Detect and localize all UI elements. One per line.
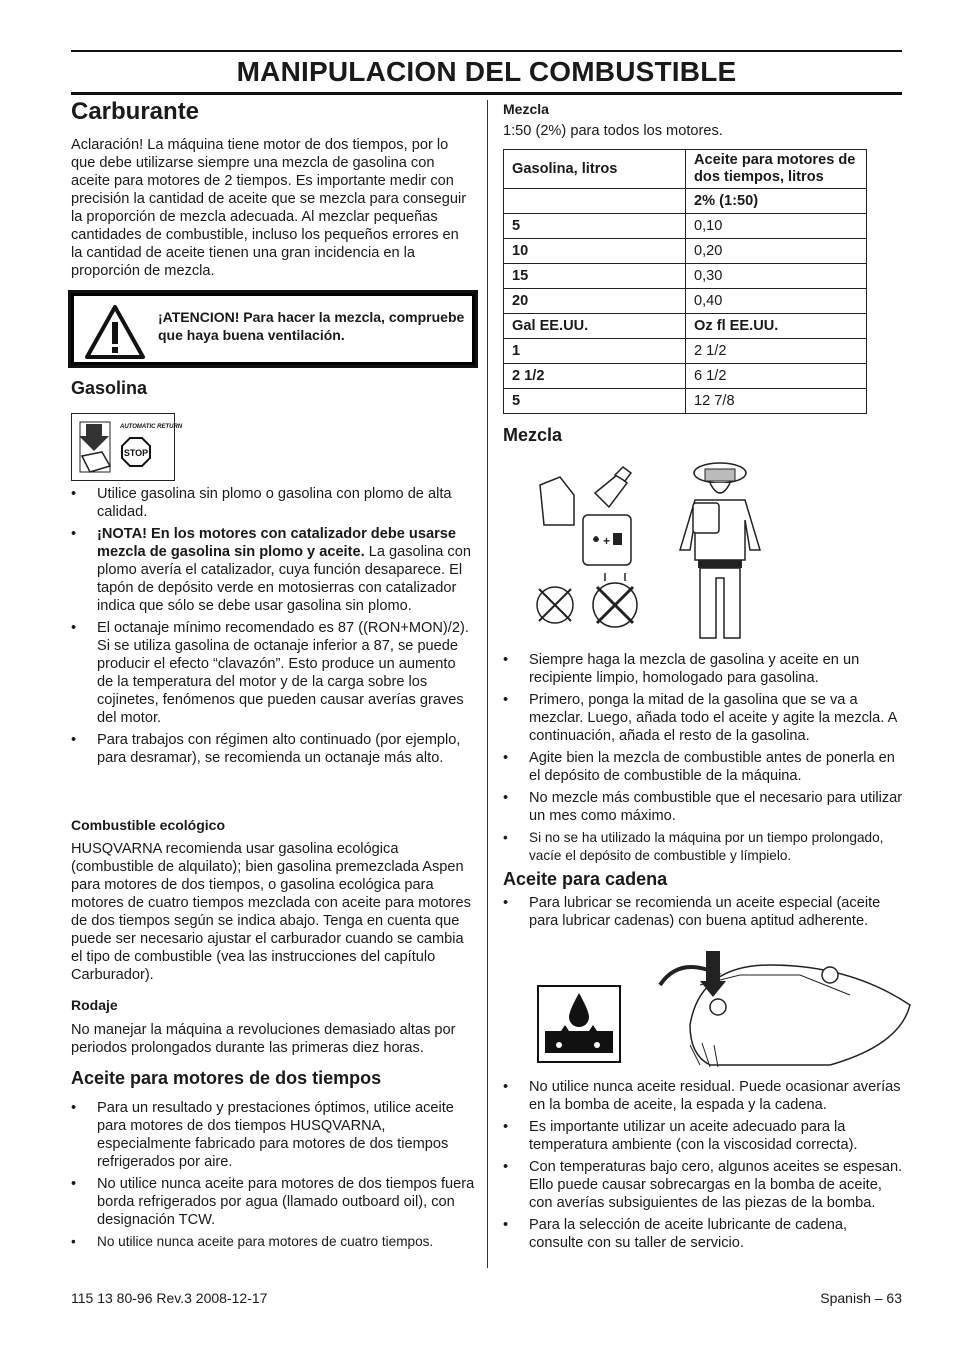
mezcla-label: Mezcla bbox=[503, 101, 549, 117]
fuel-nozzle-icon bbox=[72, 414, 183, 480]
table-cell: 1 bbox=[504, 339, 686, 364]
list-item: • Para lubricar se recomienda un aceite especial (aceite para lubricar cadenas) con buena aptitud adherente. bbox=[503, 894, 905, 930]
table-cell: Oz fl EE.UU. bbox=[686, 314, 867, 339]
rodaje-paragraph: No manejar la máquina a revoluciones demasiado altas por periodos prolongados durante las primeras diez horas. bbox=[71, 1022, 456, 1056]
table-cell: 12 7/8 bbox=[686, 389, 867, 414]
table-row bbox=[504, 189, 867, 214]
intro-paragraph: Aclaración! La máquina tiene motor de dos tiempos, por lo que debe utilizarse siempre una mezcla de gasolina con aceite para motores de 2 tiempos. Es importante medir con precisión la cantidad de aceite que se mezcla para conseguir la proporción de mezcla adecuada. Al mezclar pequeñas cantidades de combustible, incluso los pequeños errores en la cantidad de aceite tienen una gran incidencia en la proporción de mezcla. bbox=[71, 137, 467, 279]
nota-text: La gasolina con plomo avería el catalizador, cuya función desaparece. El tapón de depósito verde en motosierras con catalizador indica que sólo se debe usar gasolina sin plomo. bbox=[97, 544, 471, 614]
gasolina-title: Gasolina bbox=[71, 378, 148, 398]
table-cell: 2 1/2 bbox=[686, 339, 867, 364]
cadena-bullet-list bbox=[503, 1078, 905, 1256]
fuel-nozzle-pictogram bbox=[71, 413, 183, 481]
list-item: • Siempre haga la mezcla de gasolina y aceite en un recipiente limpio, homologado para gasolina. bbox=[503, 651, 905, 687]
nota-bold-text: ¡NOTA! En los motores con catalizador debe usarse mezcla de gasolina sin plomo y aceite. bbox=[97, 526, 456, 560]
list-item: • No mezcle más combustible que el necesario para utilizar un mes como máximo. bbox=[503, 789, 905, 825]
table-cell: 15 bbox=[504, 264, 686, 289]
header-rule-top bbox=[71, 50, 902, 52]
table-cell: 5 bbox=[504, 389, 686, 414]
list-item: • No utilice nunca aceite para motores de cuatro tiempos. bbox=[71, 1233, 475, 1251]
table-header-row bbox=[504, 150, 867, 189]
svg-text:+: + bbox=[603, 534, 611, 548]
page-number: Spanish – 63 bbox=[820, 1290, 902, 1306]
table-row bbox=[504, 389, 867, 414]
table-cell: Gal EE.UU. bbox=[504, 314, 686, 339]
worker-shaking-canister-illustration bbox=[665, 455, 775, 645]
eco-paragraph: HUSQVARNA recomienda usar gasolina ecológica (combustible de alquilato); bien gasolina premezclada Aspen para motores de dos tiempos, o gasolina ecológica para motores de cuatro tiempos mezclada con aceite para motores de dos tiempos según se indica abajo. Tenga en cuenta que puede ser necesario ajustar el carburador cuando se cambia el tipo de combustible (vea las instrucciones del capítulo Carburador). bbox=[71, 841, 471, 983]
column-divider bbox=[487, 100, 488, 1268]
document-id: 115 13 80-96 Rev.3 2008-12-17 bbox=[71, 1290, 268, 1306]
list-item: • Es importante utilizar un aceite adecuado para la temperatura ambiente (con la viscosidad correcta). bbox=[503, 1118, 905, 1154]
table-cell: 10 bbox=[504, 239, 686, 264]
mezcla-title: Mezcla bbox=[503, 425, 563, 445]
table-header-aceite: Aceite para motores de dos tiempos, litros bbox=[686, 150, 867, 189]
section-title-carburante: Carburante bbox=[71, 98, 200, 125]
table-cell: 6 1/2 bbox=[686, 364, 867, 389]
list-item: • Para un resultado y prestaciones óptimos, utilice aceite para motores de dos tiempos HUSQVARNA, especialmente fabricado para motores de dos tiempos refrigerados por aire. bbox=[71, 1099, 475, 1171]
list-item: • Con temperaturas bajo cero, algunos aceites se espesan. Ello puede causar sobrecargas en la bomba de aceite, con averías subsiguientes de las piezas de la bomba. bbox=[503, 1158, 905, 1212]
list-item: • Para la selección de aceite lubricante de cadena, consulte con su taller de servicio. bbox=[503, 1216, 905, 1252]
list-item: • Para trabajos con régimen alto continuado (por ejemplo, para desramar), se recomienda un octanaje más alto. bbox=[71, 731, 471, 767]
table-row bbox=[504, 264, 867, 289]
table-header-gasolina: Gasolina, litros bbox=[504, 150, 686, 189]
list-item: • Agite bien la mezcla de combustible antes de ponerla en el depósito de combustible de la máquina. bbox=[503, 749, 905, 785]
mezcla-bullet-list bbox=[503, 651, 905, 869]
header-rule-bottom bbox=[71, 92, 902, 95]
table-cell: 0,20 bbox=[686, 239, 867, 264]
list-item: • Si no se ha utilizado la máquina por un tiempo prolongado, vacíe el depósito de combustible y límpielo. bbox=[503, 829, 905, 865]
mixture-table bbox=[503, 149, 867, 414]
warning-box bbox=[68, 290, 478, 368]
table-cell: 20 bbox=[504, 289, 686, 314]
list-item: • Utilice gasolina sin plomo o gasolina con plomo de alta calidad. bbox=[71, 485, 471, 521]
pictogram-auto-label: AUTOMATIC RETURN bbox=[120, 424, 183, 430]
mezcla-ratio: 1:50 (2%) para todos los motores. bbox=[503, 123, 723, 139]
table-row bbox=[504, 314, 867, 339]
oil-drop-chain-icon bbox=[539, 987, 619, 1061]
list-item: • El octanaje mínimo recomendado es 87 ((RON+MON)/2). Si se utiliza gasolina de octanaje inferior a 87, se puede producir el efecto “clavazón”. Esto produce un aumento de la temperatura del motor y de la carga sobre los cojinetes, fenómenos que pueden causar averías graves del motor. bbox=[71, 619, 471, 727]
aceite-title: Aceite para motores de dos tiempos bbox=[71, 1068, 382, 1088]
pictogram-stop-label: STOP bbox=[123, 448, 149, 458]
gasolina-bullet-list bbox=[71, 485, 471, 771]
eco-title: Combustible ecológico bbox=[71, 817, 226, 833]
table-row bbox=[504, 239, 867, 264]
table-row bbox=[504, 364, 867, 389]
table-cell: 0,30 bbox=[686, 264, 867, 289]
table-cell: 0,10 bbox=[686, 214, 867, 239]
table-cell: 2 1/2 bbox=[504, 364, 686, 389]
mixing-canister-illustration bbox=[535, 455, 645, 635]
table-cell: 0,40 bbox=[686, 289, 867, 314]
list-item: • Primero, ponga la mitad de la gasolina que se va a mezclar. Luego, añada todo el aceite y agite la mezcla. A continuación, añada el resto de la gasolina. bbox=[503, 691, 905, 745]
table-cell: 5 bbox=[504, 214, 686, 239]
aceite-bullet-list bbox=[71, 1099, 475, 1255]
table-row bbox=[504, 339, 867, 364]
warning-text: ¡ATENCION! Para hacer la mezcla, compruebe que haya buena ventilación. bbox=[158, 309, 465, 343]
table-subheader: 2% (1:50) bbox=[686, 189, 867, 214]
rodaje-title: Rodaje bbox=[71, 997, 118, 1013]
chain-oil-symbol bbox=[537, 985, 621, 1063]
chainsaw-illustration bbox=[640, 945, 920, 1075]
list-item: • No utilice nunca aceite residual. Puede ocasionar averías en la bomba de aceite, la espada y la cadena. bbox=[503, 1078, 905, 1114]
table-row bbox=[504, 214, 867, 239]
cadena-title: Aceite para cadena bbox=[503, 869, 668, 889]
table-row bbox=[504, 289, 867, 314]
page-title: MANIPULACION DEL COMBUSTIBLE bbox=[236, 56, 737, 87]
cadena-intro-list bbox=[503, 894, 905, 934]
list-item bbox=[71, 525, 471, 615]
warning-triangle-icon bbox=[84, 304, 146, 360]
list-item: • No utilice nunca aceite para motores de dos tiempos fuera borda refrigerados por agua (llamado outboard oil), con designación TCW. bbox=[71, 1175, 475, 1229]
